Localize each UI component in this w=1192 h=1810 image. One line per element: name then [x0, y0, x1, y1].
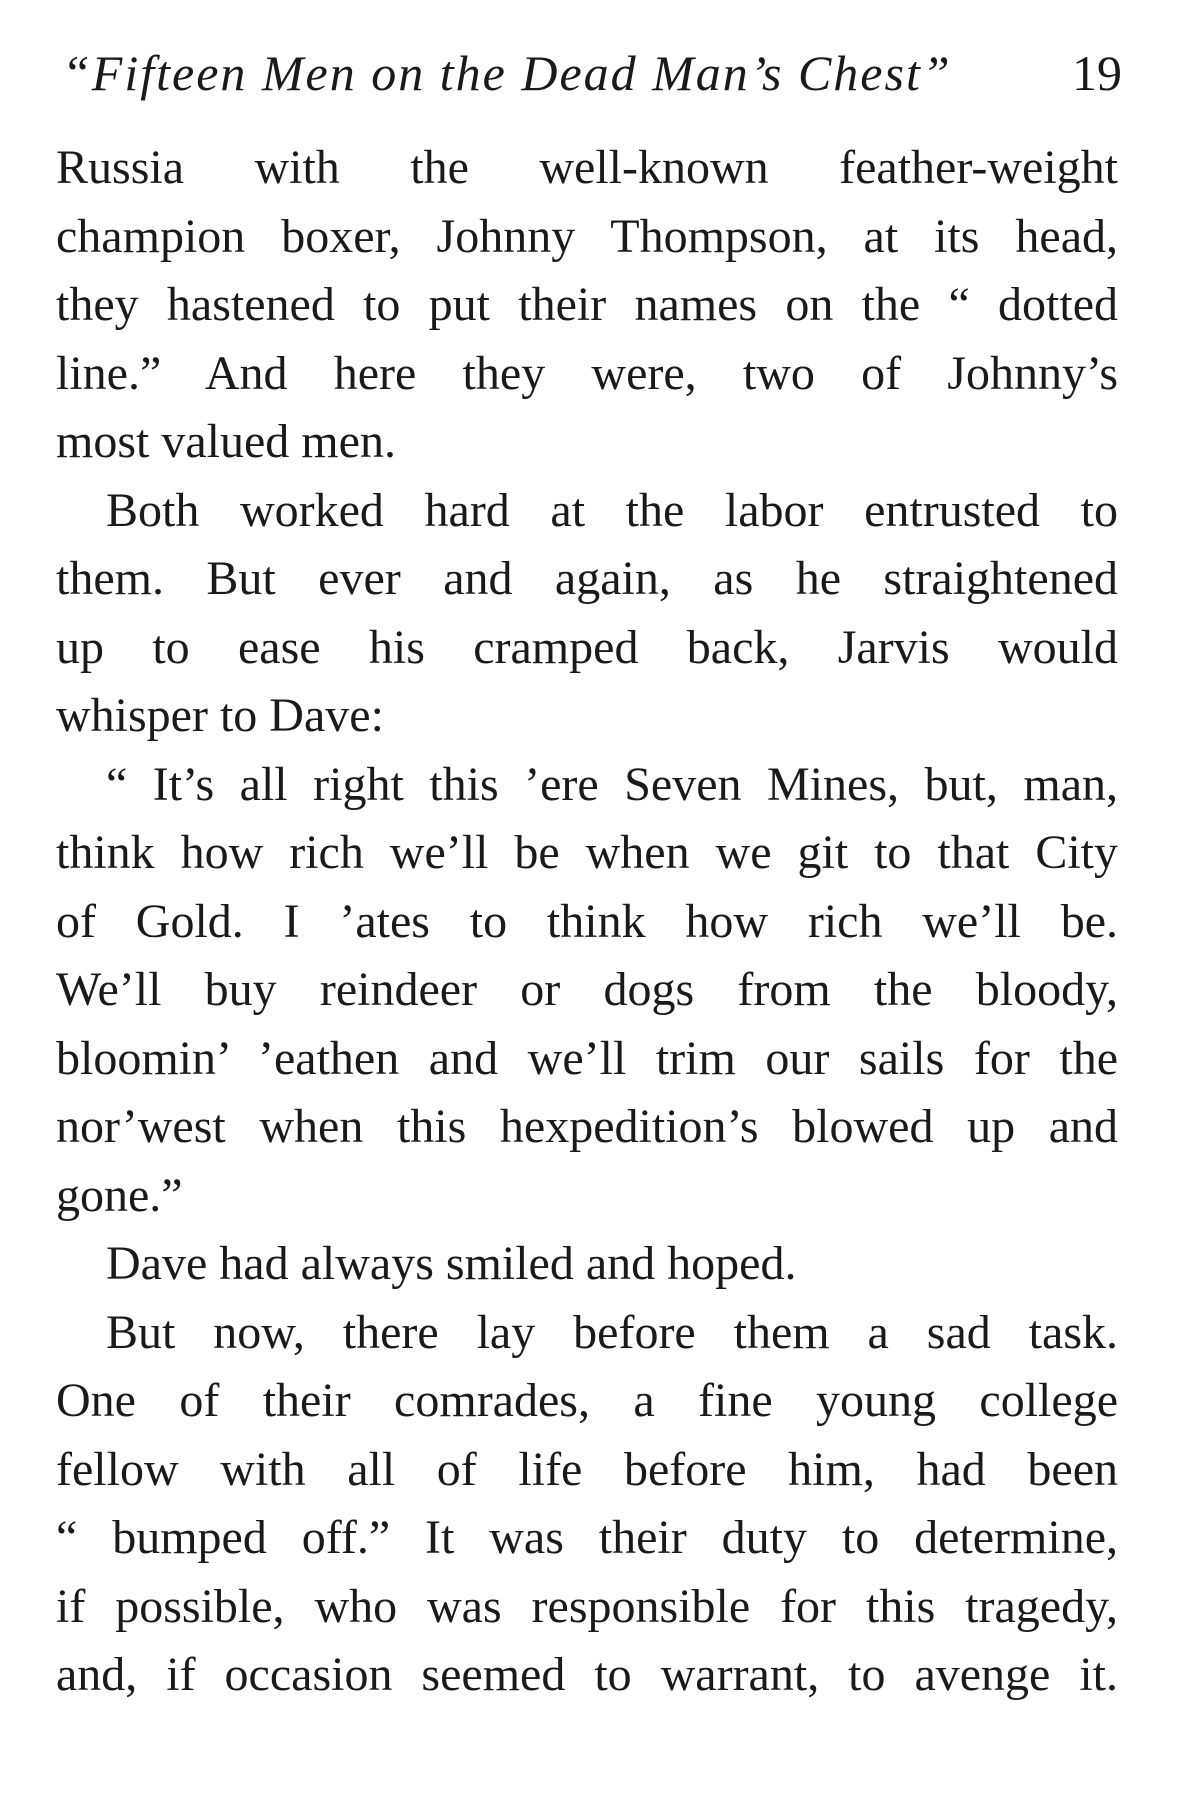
- text-line: bloomin’ ’eathen and we’ll trim our sails for the: [56, 1031, 1118, 1085]
- text-line: fellow with all of life before him, had been: [56, 1442, 1118, 1496]
- running-head: [62, 38, 1122, 108]
- text-line: But now, there lay before them a sad task.: [106, 1305, 1118, 1359]
- text-line: of Gold. I ’ates to think how rich we’ll be.: [56, 894, 1118, 948]
- text-line: and, if occasion seemed to warrant, to avenge it.: [56, 1648, 1118, 1701]
- text-line: most valued men.: [56, 415, 396, 468]
- text-line: them. But ever and again, as he straightened: [56, 552, 1118, 605]
- text-line: if possible, who was responsible for this tragedy,: [56, 1579, 1118, 1633]
- text-line: champion boxer, Johnny Thompson, at its head,: [56, 209, 1118, 263]
- text-line: We’ll buy reindeer or dogs from the bloody,: [56, 963, 1118, 1016]
- text-line: “ bumped off.” It was their duty to determine,: [56, 1511, 1118, 1564]
- page-number: 19: [1072, 45, 1122, 101]
- text-line: gone.”: [56, 1168, 183, 1222]
- text-line: whisper to Dave:: [56, 689, 384, 742]
- text-line: think how rich we’ll be when we git to that City: [56, 826, 1118, 879]
- text-line: Russia with the well-known feather-weight: [56, 141, 1118, 194]
- text-line: they hastened to put their names on the “ dotted: [56, 278, 1118, 331]
- text-line: Both worked hard at the labor entrusted to: [106, 483, 1118, 537]
- text-line: One of their comrades, a fine young college: [56, 1374, 1118, 1427]
- text-line: Dave had always smiled and hoped.: [106, 1237, 797, 1290]
- text-line: up to ease his cramped back, Jarvis would: [56, 620, 1118, 674]
- chapter-title: “Fifteen Men on the Dead Man’s Chest”: [62, 45, 952, 101]
- text-line: line.” And here they were, two of Johnny’s: [56, 346, 1118, 400]
- body-text: [56, 134, 1118, 1710]
- text-line: “ It’s all right this ’ere Seven Mines, but, man,: [106, 757, 1118, 811]
- text-line: nor’west when this hexpedition’s blowed up and: [56, 1100, 1118, 1153]
